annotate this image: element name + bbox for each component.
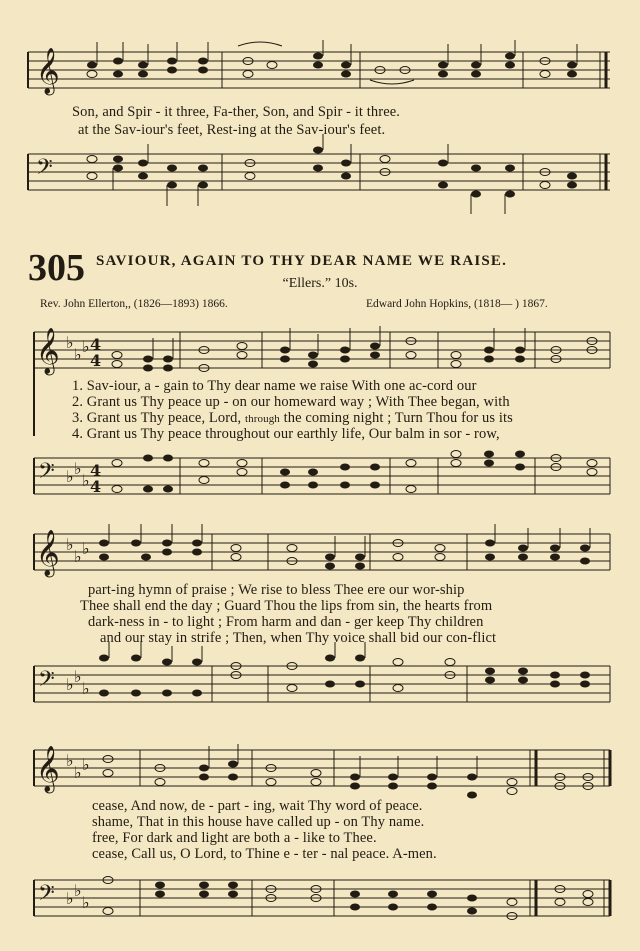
svg-text:♭: ♭ [74, 763, 82, 782]
system1-bass-staff [0, 448, 640, 508]
svg-text:♭: ♭ [74, 667, 82, 686]
svg-text:♭: ♭ [82, 337, 90, 356]
svg-text:4: 4 [90, 461, 102, 480]
svg-text:♭: ♭ [66, 675, 74, 694]
system1-verse-3 [72, 410, 640, 427]
system3-verse-4: cease, Call us, O Lord, to Thine e - ter - nal peace. A-men. [92, 846, 437, 862]
top-lyric-line-2: at the Sav-iour's feet, Rest-ing at the Sav-iour's feet. [78, 122, 386, 138]
system1-verse-3-end: the coming night ; Turn Thou for us its [279, 410, 513, 426]
svg-text:𝄞: 𝄞 [36, 746, 60, 792]
system1-verse-3-start: 3. Grant us Thy peace, Lord, [72, 410, 245, 426]
top-treble-staff [0, 40, 640, 100]
svg-text:♭: ♭ [74, 881, 82, 900]
system1-verse-1: 1. Sav-iour, a - gain to Thy dear name we raise With one ac-cord our [72, 378, 477, 394]
svg-text:♭: ♭ [74, 345, 82, 364]
svg-text:♭: ♭ [74, 459, 82, 478]
composer-credit: Edward John Hopkins, (1818— ) 1867. [366, 298, 548, 310]
system2-verse-4: and our stay in strife ; Then, when Thy voice shall bid our con-flict [100, 630, 497, 646]
system3-bass-staff [0, 870, 640, 930]
system2-bass-staff [0, 656, 640, 716]
svg-text:♭: ♭ [82, 893, 90, 912]
svg-text:♭: ♭ [82, 679, 90, 698]
svg-text:𝄞: 𝄞 [36, 48, 60, 94]
system2-verse-3: dark-ness in - to light ; From harm and dan - ger keep Thy children [88, 614, 484, 630]
system2-verse-2: Thee shall end the day ; Guard Thou the lips from sin, the hearts from [80, 598, 493, 614]
svg-text:4: 4 [90, 477, 102, 496]
svg-text:♭: ♭ [82, 539, 90, 558]
svg-text:♭: ♭ [82, 755, 90, 774]
svg-text:𝄞: 𝄞 [36, 328, 60, 374]
system3-verse-2: shame, That in this house have called up - on Thy name. [92, 814, 425, 830]
system1-verse-2: 2. Grant us Thy peace up - on our homeward way ; With Thee began, with [72, 394, 510, 410]
top-bass-staff [0, 144, 640, 214]
svg-text:𝄢: 𝄢 [36, 155, 53, 185]
svg-text:♭: ♭ [74, 547, 82, 566]
svg-text:4: 4 [90, 351, 102, 370]
system3-verse-3: free, For dark and light are both a - like to Thee. [92, 830, 377, 846]
svg-text:♭: ♭ [66, 535, 74, 554]
system3-treble-staff [0, 736, 640, 796]
svg-text:♭: ♭ [66, 889, 74, 908]
svg-text:♭: ♭ [66, 333, 74, 352]
system1-verse-3-small: through [244, 413, 280, 425]
svg-text:𝄢: 𝄢 [38, 667, 55, 697]
system3-verse-1: cease, And now, de - part - ing, wait Thy word of peace. [92, 798, 423, 814]
hymn-number: 305 [28, 247, 85, 289]
system2-verse-1: part-ing hymn of praise ; We rise to bless Thee ere our wor-ship [88, 582, 465, 598]
system2-treble-staff [0, 520, 640, 580]
svg-text:♭: ♭ [66, 751, 74, 770]
svg-text:4: 4 [90, 335, 102, 354]
svg-text:♭: ♭ [66, 467, 74, 486]
svg-text:𝄞: 𝄞 [36, 530, 60, 576]
tune-name: “Ellers.” 10s. [282, 276, 358, 291]
hymn-title: SAVIOUR, AGAIN TO THY DEAR NAME WE RAISE. [96, 253, 508, 269]
system1-treble-staff [0, 318, 640, 378]
svg-text:𝄢: 𝄢 [38, 881, 55, 911]
system1-verse-4: 4. Grant us Thy peace throughout our earthly life, Our balm in sor - row, [72, 426, 500, 442]
author-credit: Rev. John Ellerton,, (1826—1893) 1866. [40, 298, 228, 310]
svg-text:♭: ♭ [82, 471, 90, 490]
svg-text:𝄢: 𝄢 [38, 459, 55, 489]
top-lyric-line-1: Son, and Spir - it three, Fa-ther, Son, and Spir - it three. [72, 104, 400, 120]
